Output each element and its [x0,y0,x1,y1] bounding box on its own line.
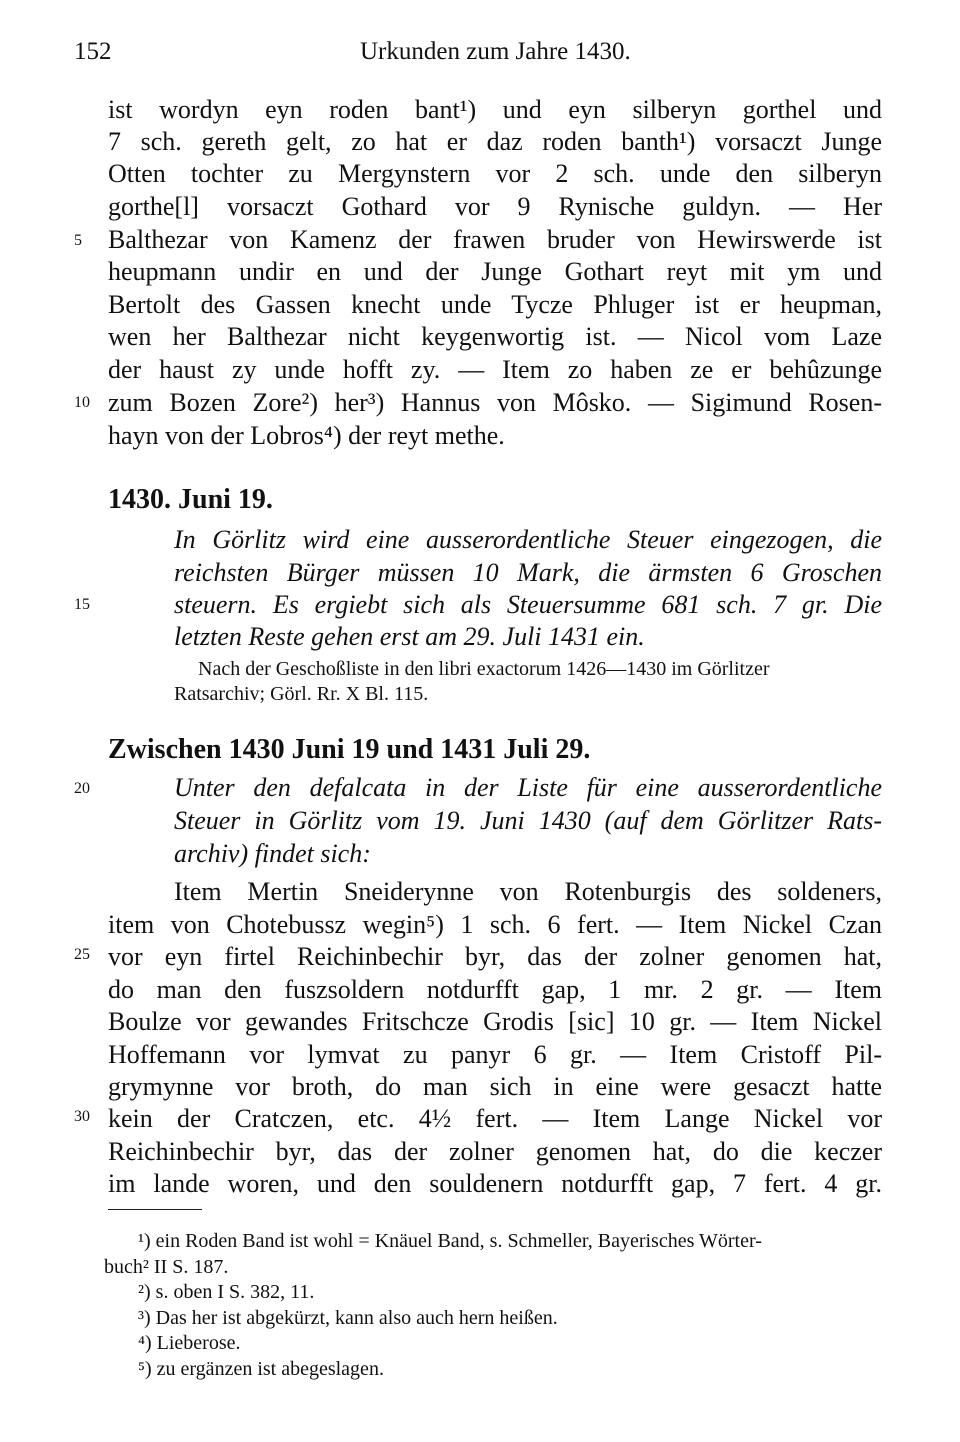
text-line: der haust zy unde hofft zy. — Item zo haben ze er behûzunge [108,355,882,384]
footnote: ⁵) zu ergänzen ist abegeslagen. [138,1358,384,1380]
entry-date: 1430. Juni 19. [108,484,273,515]
text-line: wen her Balthezar nicht keygenwortig ist. — Nicol vom Laze [108,322,882,351]
text-line: item von Chotebussz wegin⁵) 1 sch. 6 fert. — Item Nickel Czan [108,910,882,939]
text-line: vor eyn firtel Reichinbechir byr, das der zolner genomen hat, [108,942,882,971]
summary-line: reichsten Bürger müssen 10 Mark, die ärmsten 6 Groschen [174,558,882,587]
line-number: 20 [74,780,90,797]
text-line: Bertolt des Gassen knecht unde Tycze Phluger ist er heupman, [108,290,882,319]
footnote: ³) Das her ist abgekürzt, kann also auch hern heißen. [138,1307,558,1329]
summary-line: Unter den defalcata in der Liste für eine ausserordentliche [174,773,882,802]
line-number: 25 [74,946,90,963]
summary-line: In Görlitz wird eine ausserordentliche Steuer eingezogen, die [174,525,882,554]
text-line: Otten tochter zu Mergynstern vor 2 sch. unde den silberyn [108,159,882,188]
text-line: 7 sch. gereth gelt, zo hat er daz roden banth¹) vorsaczt Junge [108,127,882,156]
text-line: do man den fuszsoldern notdurfft gap, 1 mr. 2 gr. — Item [108,975,882,1004]
source-note: Ratsarchiv; Görl. Rr. X Bl. 115. [174,683,429,705]
text-line: ist wordyn eyn roden bant¹) und eyn silberyn gorthel und [108,95,882,124]
text-line: Hoffemann vor lymvat zu panyr 6 gr. — Item Cristoff Pil- [108,1040,882,1069]
entry-date: Zwischen 1430 Juni 19 und 1431 Juli 29. [108,734,591,765]
footnote: ¹) ein Roden Band ist wohl = Knäuel Band, s. Schmeller, Bayerisches Wörter- [138,1230,762,1252]
text-line: grymynne vor broth, do man sich in eine were gesaczt hatte [108,1072,882,1101]
summary-line: archiv) findet sich: [174,839,371,868]
text-line: kein der Cratczen, etc. 4½ fert. — Item Lange Nickel vor [108,1104,882,1133]
text-line: Boulze vor gewandes Fritschcze Grodis [sic] 10 gr. — Item Nickel [108,1007,882,1036]
text-line: hayn von der Lobros⁴) der reyt methe. [108,421,505,450]
footnote: ⁴) Lieberose. [138,1332,241,1354]
line-number: 5 [74,232,82,249]
line-number: 15 [74,596,90,613]
footnote-divider [108,1209,202,1210]
source-note: Nach der Geschoßliste in den libri exactorum 1426—1430 im Görlitzer [198,658,770,680]
line-number: 30 [74,1108,90,1125]
line-number: 10 [74,394,90,411]
page-number: 152 [74,38,112,65]
running-title: Urkunden zum Jahre 1430. [360,38,631,65]
text-line: im lande woren, und den souldenern notdurfft gap, 7 fert. 4 gr. [108,1169,882,1198]
summary-line: steuern. Es ergiebt sich als Steuersumme 681 sch. 7 gr. Die [174,590,882,619]
summary-line: Steuer in Görlitz vom 19. Juni 1430 (auf dem Görlitzer Rats- [174,806,882,835]
text-line: Reichinbechir byr, das der zolner genomen hat, do die keczer [108,1137,882,1166]
footnote: ²) s. oben I S. 382, 11. [138,1281,315,1303]
text-line: heupmann undir en und der Junge Gothart reyt mit ym und [108,257,882,286]
text-line: gorthe[l] vorsaczt Gothard vor 9 Rynische guldyn. — Her [108,192,882,221]
text-line: Balthezar von Kamenz der frawen bruder von Hewirswerde ist [108,225,882,254]
summary-line: letzten Reste gehen erst am 29. Juli 1431 ein. [174,622,645,651]
text-line: zum Bozen Zore²) her³) Hannus von Môsko. — Sigimund Rosen- [108,388,882,417]
text-line: Item Mertin Sneiderynne von Rotenburgis des soldeners, [174,877,882,906]
footnote: buch² II S. 187. [104,1256,229,1278]
